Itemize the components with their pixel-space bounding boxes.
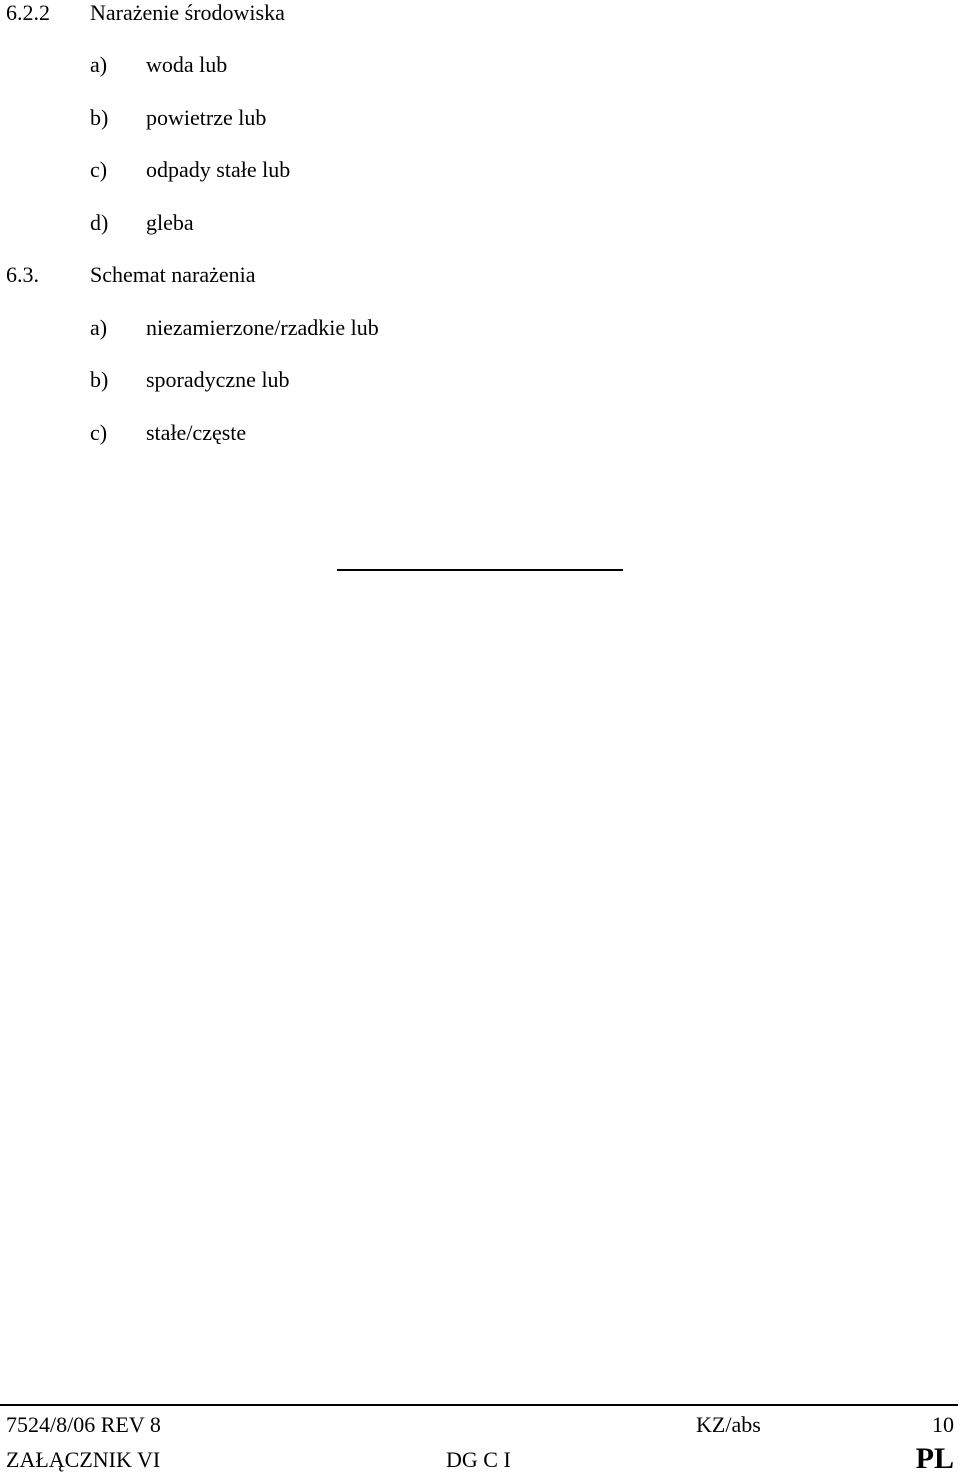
footer-page-number: 10 (932, 1412, 954, 1437)
list-item-letter: c) (90, 420, 108, 445)
footer-doc-ref: 7524/8/06 REV 8 (6, 1412, 161, 1437)
list-item-letter: d) (90, 210, 109, 235)
list-item-text: powietrze lub (146, 105, 267, 130)
list-item-text: stałe/częste (146, 420, 247, 445)
section-title: Schemat narażenia (90, 262, 256, 287)
end-separator-line (337, 569, 623, 571)
section-title: Narażenie środowiska (90, 0, 285, 25)
list-item-text: odpady stałe lub (146, 157, 291, 182)
list-item-text: woda lub (146, 52, 228, 77)
section-number: 6.2.2 (6, 0, 50, 25)
list-item-text: gleba (146, 210, 194, 235)
footer-language-code: PL (915, 1442, 954, 1475)
list-item-letter: b) (90, 367, 109, 392)
list-item-letter: a) (90, 315, 108, 340)
footer-dg: DG C I (446, 1447, 511, 1472)
footer-initials: KZ/abs (696, 1412, 761, 1437)
list-item-letter: a) (90, 52, 108, 77)
list-item-letter: b) (90, 105, 109, 130)
list-item-letter: c) (90, 157, 108, 182)
list-item-text: niezamierzone/rzadkie lub (146, 315, 379, 340)
list-item-text: sporadyczne lub (146, 367, 290, 392)
section-number: 6.3. (6, 262, 39, 287)
footer-annex: ZAŁĄCZNIK VI (6, 1447, 161, 1472)
footer-divider (0, 1404, 958, 1406)
